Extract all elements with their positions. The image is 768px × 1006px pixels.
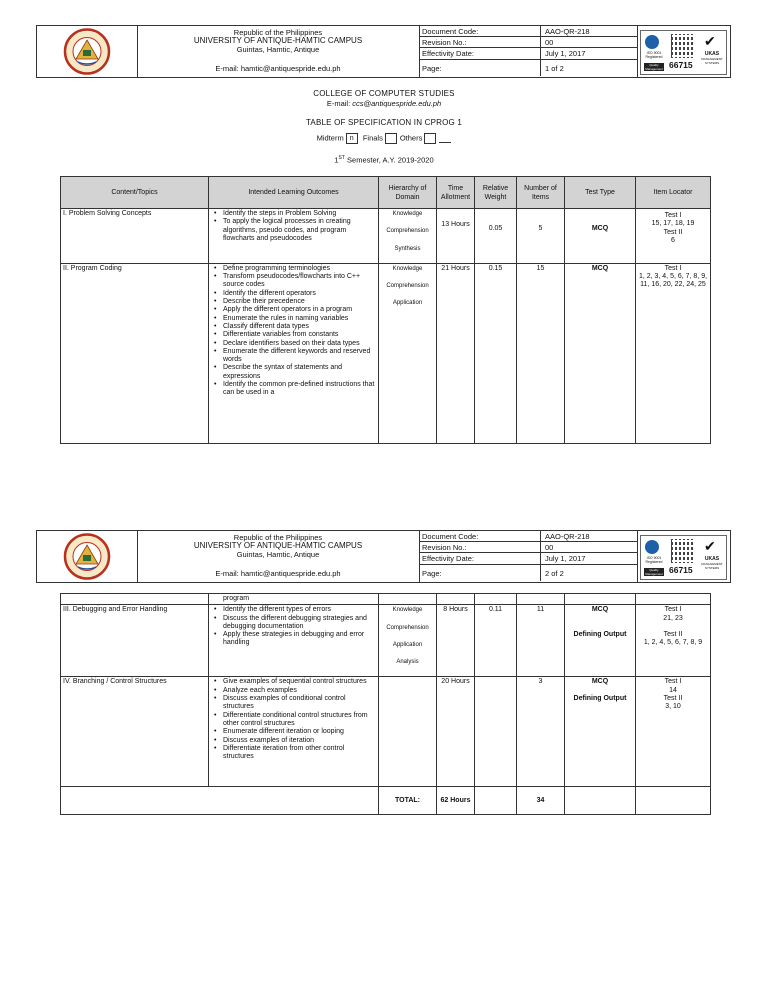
- locator-line: Test I: [664, 212, 682, 219]
- campus-email: E-mail: hamtic@antiquespride.edu.ph: [215, 64, 341, 73]
- locator-line: 14: [669, 686, 677, 694]
- others-checkbox[interactable]: [424, 133, 436, 144]
- page-value: 2 of 2: [545, 569, 564, 578]
- ukas-sub-text: MANAGEMENT SYSTEMS: [701, 562, 723, 570]
- page-label: Page:: [422, 569, 442, 578]
- test-type-cell: [565, 605, 636, 677]
- weight-cell: 0.15: [475, 263, 517, 443]
- ilo-list: [211, 606, 376, 647]
- doc-code-row: [419, 531, 637, 542]
- ilo-item: • Identify the different operators: [223, 290, 376, 298]
- domain-cell: [379, 677, 437, 787]
- university-seal-icon: [37, 531, 137, 582]
- iso-certification-badge: [640, 30, 727, 75]
- ilo-item: • Discuss examples of conditional control structures: [223, 695, 376, 712]
- republic-text: Republic of the Philippines: [233, 28, 323, 37]
- ukas-text: UKAS: [704, 51, 720, 57]
- certificate-number: 66715: [669, 565, 693, 575]
- effectivity-value: July 1, 2017: [545, 49, 586, 58]
- locator-line: 1, 2, 3, 4, 5, 6, 7, 8, 9, 11, 16, 20, 22, 24, 25: [638, 273, 708, 289]
- university-seal-icon: [37, 26, 137, 77]
- semester-number: 1: [334, 155, 339, 165]
- quality-management-text: Quality Management: [645, 568, 663, 576]
- exam-type-selector: [0, 133, 768, 144]
- revision-value: 00: [545, 38, 554, 47]
- ilo-item: • Discuss the different debugging strategies and debugging documentation: [223, 615, 376, 632]
- locator-line: Test II: [663, 695, 683, 703]
- locator-cell: [636, 209, 711, 264]
- locator-cell: [636, 263, 711, 443]
- test-type-line: MCQ: [591, 678, 609, 686]
- domain-cell: [379, 209, 437, 264]
- col-header-ilo: Intended Learning Outcomes: [209, 177, 379, 209]
- ilo-item: • Enumerate the different keywords and reserved words: [223, 348, 376, 365]
- test-type-cell: MCQ: [565, 263, 636, 443]
- col-header-items: Number of Items: [517, 177, 565, 209]
- total-time: 62 Hours: [437, 787, 475, 815]
- college-email: ccs@antiquespride.edu.ph: [352, 99, 442, 108]
- time-cell: 8 Hours: [437, 605, 475, 677]
- university-seal-cell: [37, 26, 138, 77]
- total-label: TOTAL:: [379, 787, 437, 815]
- revision-row: [419, 37, 637, 48]
- topic-cell: IV. Branching / Control Structures: [61, 677, 209, 787]
- topic-cell: II. Program Coding: [61, 263, 209, 443]
- weight-cell: 0.11: [475, 605, 517, 677]
- ilo-list: [211, 678, 376, 761]
- ilo-item: • Differentiate iteration from other control structures: [223, 745, 376, 762]
- doc-code-value: AAO-QR-218: [545, 532, 590, 541]
- ilo-item: • Apply these strategies in debugging and error handling: [223, 631, 376, 648]
- table-row: [61, 263, 711, 443]
- effectivity-label: Effectivity Date:: [422, 554, 474, 563]
- campus-address: Guintas, Hamtic, Antique: [236, 45, 320, 54]
- republic-text: Republic of the Philippines: [233, 533, 323, 542]
- quality-management-text: Quality Management: [645, 63, 663, 71]
- ilo-item: • Differentiate conditional control structures from other control structures: [223, 712, 376, 729]
- institution-address: [137, 531, 420, 582]
- ilo-item: • Declare identifiers based on their data types: [223, 340, 376, 348]
- total-row: [61, 787, 711, 815]
- college-email-line: [0, 99, 768, 108]
- page-row: [419, 565, 637, 581]
- page-label: Page:: [422, 64, 442, 73]
- page2-header: [36, 530, 731, 583]
- document-title: TABLE OF SPECIFICATION IN CPROG 1: [305, 118, 463, 127]
- university-seal-cell: [37, 531, 138, 582]
- iso-registered-text: ISO 9001 Registered: [645, 556, 663, 564]
- table-row: [61, 209, 711, 264]
- locator-line: Test II: [663, 228, 683, 236]
- ilo-item: • Define programming terminologies: [223, 265, 376, 273]
- revision-row: [419, 542, 637, 553]
- ilo-list: [211, 265, 376, 398]
- effectivity-value: July 1, 2017: [545, 554, 586, 563]
- midterm-checkbox[interactable]: n: [346, 133, 358, 144]
- domain-item: Synthesis: [394, 245, 421, 252]
- ilo-cell: [209, 677, 379, 787]
- table-row: [61, 677, 711, 787]
- iso-registered-text: ISO 9001 Registered: [645, 51, 663, 59]
- finals-checkbox[interactable]: [385, 133, 397, 144]
- locator-cell: [636, 605, 711, 677]
- ilo-item: • Identify the steps in Problem Solving: [223, 210, 376, 218]
- ilo-continuation: program: [209, 594, 379, 605]
- specification-table-page1: [60, 176, 711, 444]
- col-header-domain: Hierarchy of Domain: [379, 177, 437, 209]
- ilo-item: • Identify the common pre-defined instructions that can be used in a: [223, 381, 376, 398]
- ilo-item: • Discuss examples of iteration: [223, 737, 376, 745]
- doc-code-row: [419, 26, 637, 37]
- doc-code-value: AAO-QR-218: [545, 27, 590, 36]
- nqa-logo-icon: [645, 35, 659, 49]
- semester-text: Semester, A.Y. 2019-2020: [344, 155, 434, 165]
- items-cell: 5: [517, 209, 565, 264]
- domain-item: Application: [392, 641, 423, 648]
- test-type-line: Defining Output: [573, 630, 627, 638]
- items-cell: 11: [517, 605, 565, 677]
- locator-line: 3, 10: [665, 703, 681, 711]
- specification-table-page2: [60, 593, 711, 815]
- document-control-block: [419, 26, 638, 77]
- page1-header: [36, 25, 731, 78]
- ilo-item: • Analyze each examples: [223, 687, 376, 695]
- effectivity-label: Effectivity Date:: [422, 49, 474, 58]
- table-header-row: [61, 177, 711, 209]
- revision-label: Revision No.:: [422, 38, 467, 47]
- locator-line: Test II: [663, 630, 683, 638]
- domain-item: Comprehension: [386, 228, 429, 235]
- ilo-item: • Describe their precedence: [223, 298, 376, 306]
- university-name: UNIVERSITY OF ANTIQUE-HAMTIC CAMPUS: [193, 36, 363, 45]
- ilo-cell: [209, 209, 379, 264]
- domain-item: Comprehension: [386, 283, 429, 290]
- ukas-sub-text: MANAGEMENT SYSTEMS: [701, 57, 723, 65]
- ilo-item: • Classify different data types: [223, 323, 376, 331]
- ilo-item: • Differentiate variables from constants: [223, 331, 376, 339]
- page-value: 1 of 2: [545, 64, 564, 73]
- midterm-label: Midterm: [316, 133, 344, 143]
- time-cell: 13 Hours: [437, 209, 475, 264]
- document-control-block: [419, 531, 638, 582]
- certification-cell: [637, 531, 730, 582]
- ukas-text: UKAS: [704, 556, 720, 562]
- locator-line: Test I: [664, 678, 682, 686]
- ilo-cell: [209, 263, 379, 443]
- time-cell: 21 Hours: [437, 263, 475, 443]
- certificate-number: 66715: [669, 60, 693, 70]
- locator-cell: [636, 677, 711, 787]
- ilo-item: • Enumerate different iteration or looping: [223, 728, 376, 736]
- col-header-time: Time Allotment: [437, 177, 475, 209]
- col-header-weight: Relative Weight: [475, 177, 517, 209]
- semester-line: [0, 155, 768, 165]
- ilo-item: • Enumerate the rules in naming variables: [223, 315, 376, 323]
- campus-email: E-mail: hamtic@antiquespride.edu.ph: [215, 569, 341, 578]
- domain-item: Knowledge: [392, 607, 423, 614]
- effectivity-row: [419, 48, 637, 60]
- domain-item: Application: [392, 300, 423, 307]
- finals-label: Finals: [362, 133, 383, 143]
- page-row: [419, 60, 637, 76]
- university-name: UNIVERSITY OF ANTIQUE-HAMTIC CAMPUS: [193, 541, 363, 550]
- locator-line: 6: [671, 236, 675, 244]
- items-cell: 15: [517, 263, 565, 443]
- domain-item: Analysis: [396, 659, 419, 666]
- iso-certification-badge: [640, 535, 727, 580]
- locator-line: 21, 23: [663, 614, 683, 622]
- ukas-check-icon: ✔: [704, 538, 716, 554]
- total-items: 34: [517, 787, 565, 815]
- topic-cell: III. Debugging and Error Handling: [61, 605, 209, 677]
- college-email-label: E-mail:: [326, 99, 353, 108]
- test-type-line: MCQ: [591, 606, 609, 614]
- col-header-test-type: Test Type: [565, 177, 636, 209]
- test-type-cell: MCQ: [565, 209, 636, 264]
- domain-cell: [379, 605, 437, 677]
- ilo-item: • Apply the different operators in a program: [223, 306, 376, 314]
- ilo-item: • Identify the different types of errors: [223, 606, 376, 614]
- revision-value: 00: [545, 543, 554, 552]
- domain-item: Knowledge: [392, 211, 423, 217]
- campus-address: Guintas, Hamtic, Antique: [236, 550, 320, 559]
- ilo-item: • Describe the syntax of statements and expressions: [223, 364, 376, 381]
- nqa-logo-icon: [645, 540, 659, 554]
- domain-cell: [379, 263, 437, 443]
- institution-address: [137, 26, 420, 77]
- locator-line: Test I: [664, 264, 682, 272]
- doc-code-label: Document Code:: [422, 532, 479, 541]
- locator-line: 1, 2, 4, 5, 6, 7, 8, 9: [643, 639, 703, 647]
- certification-cell: [637, 26, 730, 77]
- doc-code-label: Document Code:: [422, 27, 479, 36]
- weight-cell: 0.05: [475, 209, 517, 264]
- locator-line: Test I: [664, 606, 682, 614]
- revision-label: Revision No.:: [422, 543, 467, 552]
- table-row-continuation: [61, 594, 711, 605]
- domain-item: Knowledge: [392, 265, 423, 272]
- time-cell: 20 Hours: [437, 677, 475, 787]
- domain-item: Comprehension: [386, 624, 429, 631]
- ilo-item: • To apply the logical processes in creating algorithms, pseudo codes, and program flowcharts and pseudocodes: [223, 218, 376, 243]
- others-label: Others: [399, 133, 423, 143]
- test-type-cell: [565, 677, 636, 787]
- semester-suffix: ST: [338, 155, 345, 161]
- ilo-cell: [209, 605, 379, 677]
- ukas-check-icon: ✔: [704, 33, 716, 49]
- items-cell: 3: [517, 677, 565, 787]
- ilo-list: [211, 210, 376, 243]
- table-row: [61, 605, 711, 677]
- test-type-line: Defining Output: [573, 694, 627, 702]
- ilo-item: • Transform pseudocodes/flowcharts into C++ source codes: [223, 273, 376, 290]
- topic-cell: I. Problem Solving Concepts: [61, 209, 209, 264]
- ilo-item: • Give examples of sequential control structures: [223, 678, 376, 686]
- college-name: COLLEGE OF COMPUTER STUDIES: [313, 89, 455, 98]
- others-blank[interactable]: [439, 134, 451, 143]
- col-header-topics: Content/Topics: [61, 177, 209, 209]
- locator-line: 15, 17, 18, 19: [651, 220, 695, 228]
- col-header-locator: Item Locator: [636, 177, 711, 209]
- weight-cell: [475, 677, 517, 787]
- effectivity-row: [419, 553, 637, 565]
